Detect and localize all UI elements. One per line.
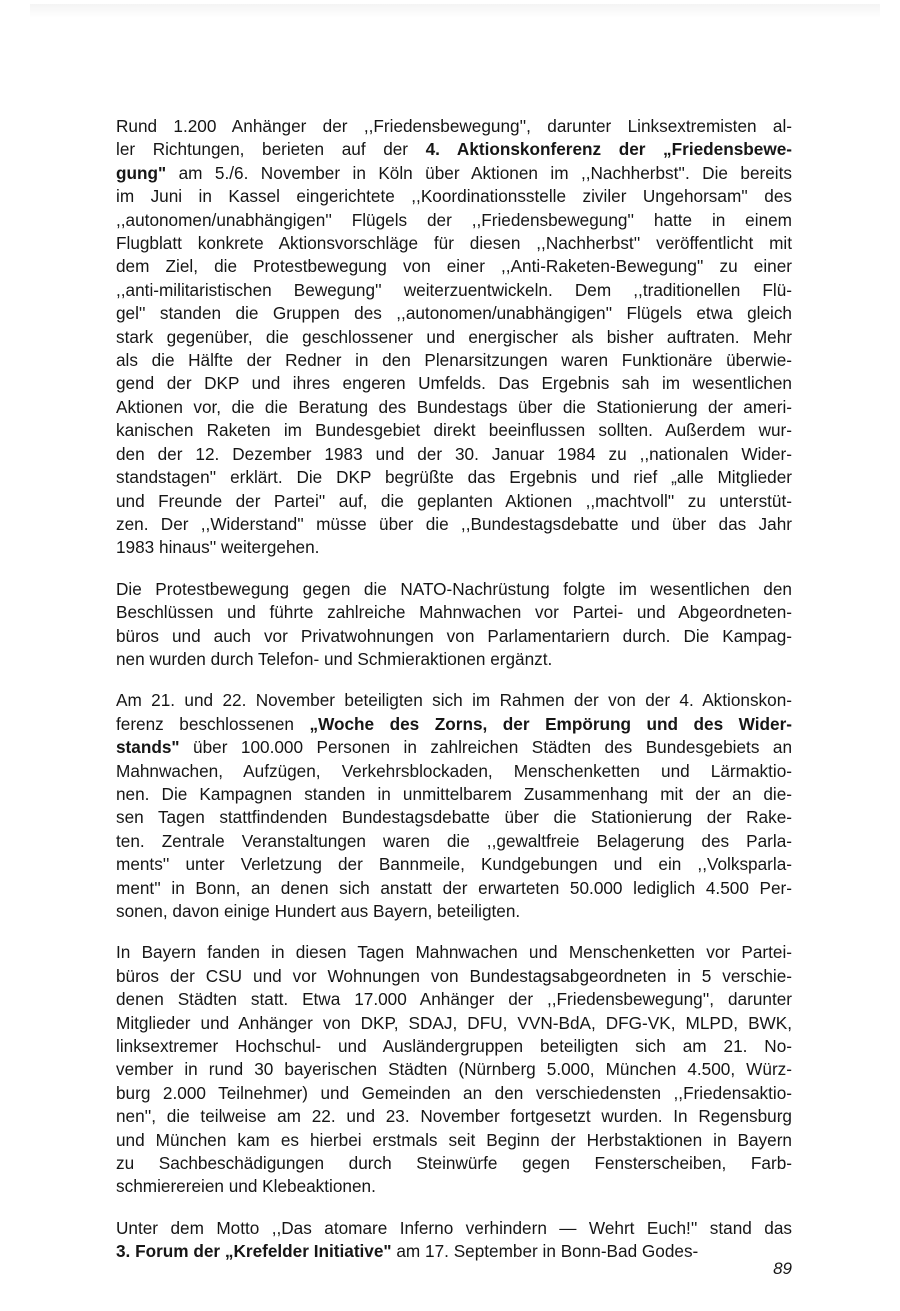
bold-text: gung" <box>116 162 167 183</box>
text-line <box>116 988 792 1011</box>
text-line <box>116 466 792 489</box>
text-line <box>116 806 792 829</box>
bold-text: 3. Forum der „Krefelder Initiative" <box>116 1241 392 1262</box>
text-segment: nen wurden durch Telefon- und Schmieraktionen ergänzt. <box>116 648 553 669</box>
text-segment: linksextremer Hochschul- und Ausländergruppen beteiligten sich am 21. No- <box>116 1036 792 1057</box>
text-segment: büros der CSU und vor Wohnungen von Bundestagsabgeordneten in 5 verschie- <box>116 965 792 986</box>
text-line <box>116 1012 792 1035</box>
text-segment: ,,autonomen/unabhängigen'' Flügels der ,,Friedensbewegung'' hatte in einem <box>116 209 792 230</box>
text-segment: über 100.000 Personen in zahlreichen Städten des Bundesgebiets an <box>179 737 792 758</box>
bold-text: „Woche des Zorns, der Empörung und des Wider- <box>309 713 792 734</box>
text-segment: vember in rund 30 bayerischen Städten (Nürnberg 5.000, München 4.500, Würz- <box>116 1059 792 1080</box>
text-segment: schmierereien und Klebeaktionen. <box>116 1176 376 1197</box>
text-segment: gend der DKP und ihres engeren Umfelds. Das Ergebnis sah im wesentlichen <box>116 373 792 394</box>
text-line <box>116 396 792 419</box>
text-segment: nen'', die teilweise am 22. und 23. November fortgesetzt wurden. In Regensburg <box>116 1106 792 1127</box>
text-segment: und Freunde der Partei'' auf, die geplanten Aktionen ,,machtvoll'' zu unterstüt- <box>116 490 792 511</box>
text-line <box>116 1240 792 1263</box>
paragraph <box>116 1217 792 1264</box>
text-segment: im Juni in Kassel eingerichtete ,,Koordinationsstelle ziviler Ungehorsam'' des <box>116 186 792 207</box>
text-line <box>116 1175 792 1198</box>
text-segment: denen Städten statt. Etwa 17.000 Anhänger der ,,Friedensbewegung'', darunter <box>116 989 792 1010</box>
text-segment: zu Sachbeschädigungen durch Steinwürfe gegen Fensterscheiben, Farb- <box>116 1153 792 1174</box>
text-line <box>116 713 792 736</box>
text-segment: sonen, davon einige Hundert aus Bayern, beteiligten. <box>116 901 521 921</box>
text-line <box>116 689 792 712</box>
text-line <box>116 1082 792 1105</box>
text-line <box>116 760 792 783</box>
text-segment: Die Protestbewegung gegen die NATO-Nachrüstung folgte im wesentlichen den <box>116 578 792 599</box>
text-line <box>116 1129 792 1152</box>
text-segment: Am 21. und 22. November beteiligten sich im Rahmen der von der 4. Aktionskon- <box>116 690 792 711</box>
scan-edge <box>30 4 880 18</box>
text-segment: Rund 1.200 Anhänger der ,,Friedensbewegung'', darunter Linksextremisten al- <box>116 116 792 136</box>
text-line <box>116 1105 792 1128</box>
text-segment: Mitglieder und Anhänger von DKP, SDAJ, DFU, VVN-BdA, DFG-VK, MLPD, BWK, <box>116 1012 792 1033</box>
bold-text: stands" <box>116 737 180 758</box>
text-line <box>116 900 792 923</box>
text-line <box>116 443 792 466</box>
text-segment: dem Ziel, die Protestbewegung von einer ,,Anti-Raketen-Bewegung'' zu einer <box>116 256 792 277</box>
text-line <box>116 536 792 559</box>
text-line <box>116 1058 792 1081</box>
text-line <box>116 326 792 349</box>
text-line <box>116 255 792 278</box>
text-line <box>116 965 792 988</box>
text-segment: 1983 hinaus'' weitergehen. <box>116 537 320 558</box>
text-line <box>116 185 792 208</box>
text-line <box>116 513 792 536</box>
text-segment: ten. Zentrale Veranstaltungen waren die ,,gewaltfreie Belagerung des Parla- <box>116 830 792 851</box>
text-segment: ler Richtungen, berieten auf der <box>116 139 426 160</box>
text-line <box>116 490 792 513</box>
text-line <box>116 1035 792 1058</box>
text-line <box>116 372 792 395</box>
text-line <box>116 162 792 185</box>
text-line <box>116 830 792 853</box>
text-line <box>116 1217 792 1240</box>
text-line <box>116 877 792 900</box>
text-segment: zen. Der ,,Widerstand'' müsse über die ,,Bundestagsdebatte und über das Jahr <box>116 513 792 534</box>
text-segment: stark gegenüber, die geschlossener und energischer als bisher auftraten. Mehr <box>116 326 792 347</box>
text-line <box>116 209 792 232</box>
text-line <box>116 736 792 759</box>
text-segment: Mahnwachen, Aufzügen, Verkehrsblockaden, Menschenketten und Lärmaktio- <box>116 760 792 781</box>
text-line <box>116 349 792 372</box>
text-line <box>116 853 792 876</box>
text-line <box>116 941 792 964</box>
text-segment: ferenz beschlossenen <box>116 713 310 734</box>
text-segment: gel'' standen die Gruppen des ,,autonomen/unabhängigen'' Flügels etwa gleich <box>116 303 792 324</box>
text-segment: standstagen'' erklärt. Die DKP begrüßte das Ergebnis und rief „alle Mitglieder <box>116 467 792 488</box>
paragraph <box>116 941 792 1198</box>
text-line <box>116 419 792 442</box>
text-line <box>116 578 792 601</box>
text-segment: als die Hälfte der Redner in den Plenarsitzungen waren Funktionäre überwie- <box>116 350 792 371</box>
text-segment: am 17. September in Bonn-Bad Godes- <box>391 1241 699 1262</box>
text-line <box>116 625 792 648</box>
text-line <box>116 279 792 302</box>
text-line <box>116 1152 792 1175</box>
text-line <box>116 232 792 255</box>
text-segment: ,,anti-militaristischen Bewegung'' weiterzuentwickeln. Dem ,,traditionellen Flü- <box>116 279 792 300</box>
paragraph <box>116 689 792 923</box>
text-segment: ments'' unter Verletzung der Bannmeile, Kundgebungen und ein ,,Volksparla- <box>116 854 792 875</box>
text-line <box>116 115 792 138</box>
text-segment: nen. Die Kampagnen standen in unmittelbarem Zusammenhang mit der an die- <box>116 783 792 804</box>
text-segment: und München kam es hierbei erstmals seit Beginn der Herbstaktionen in Bayern <box>116 1129 792 1150</box>
text-segment: In Bayern fanden in diesen Tagen Mahnwachen und Menschenketten vor Partei- <box>116 942 792 963</box>
text-segment: Unter dem Motto ,,Das atomare Inferno verhindern — Wehrt Euch!'' stand das <box>116 1217 792 1238</box>
bold-text: 4. Aktionskonferenz der „Friedensbewe- <box>425 139 792 160</box>
paragraph <box>116 115 792 560</box>
text-line <box>116 138 792 161</box>
text-line <box>116 783 792 806</box>
text-segment: kanischen Raketen im Bundesgebiet direkt beeinflussen sollten. Außerdem wur- <box>116 420 792 441</box>
text-segment: Aktionen vor, die die Beratung des Bundestags über die Stationierung der ameri- <box>116 396 792 417</box>
text-line <box>116 648 792 671</box>
text-line <box>116 302 792 325</box>
text-segment: am 5./6. November in Köln über Aktionen im ,,Nachherbst''. Die bereits <box>166 162 792 183</box>
paragraph <box>116 578 792 672</box>
page-number: 89 <box>773 1259 792 1278</box>
text-segment: ment'' in Bonn, an denen sich anstatt der erwarteten 50.000 lediglich 4.500 Per- <box>116 877 792 898</box>
text-segment: den der 12. Dezember 1983 und der 30. Januar 1984 zu ,,nationalen Wider- <box>116 443 792 464</box>
text-segment: sen Tagen stattfindenden Bundestagsdebatte über die Stationierung der Rake- <box>116 807 792 828</box>
body-text <box>116 115 792 1282</box>
text-line <box>116 601 792 624</box>
text-segment: Beschlüssen und führte zahlreiche Mahnwachen vor Partei- und Abgeordneten- <box>116 602 792 623</box>
text-segment: büros und auch vor Privatwohnungen von Parlamentariern durch. Die Kampag- <box>116 625 792 646</box>
text-segment: burg 2.000 Teilnehmer) und Gemeinden an den verschiedensten ,,Friedensaktio- <box>116 1082 792 1103</box>
text-segment: Flugblatt konkrete Aktionsvorschläge für diesen ,,Nachherbst'' veröffentlicht mit <box>116 233 792 254</box>
